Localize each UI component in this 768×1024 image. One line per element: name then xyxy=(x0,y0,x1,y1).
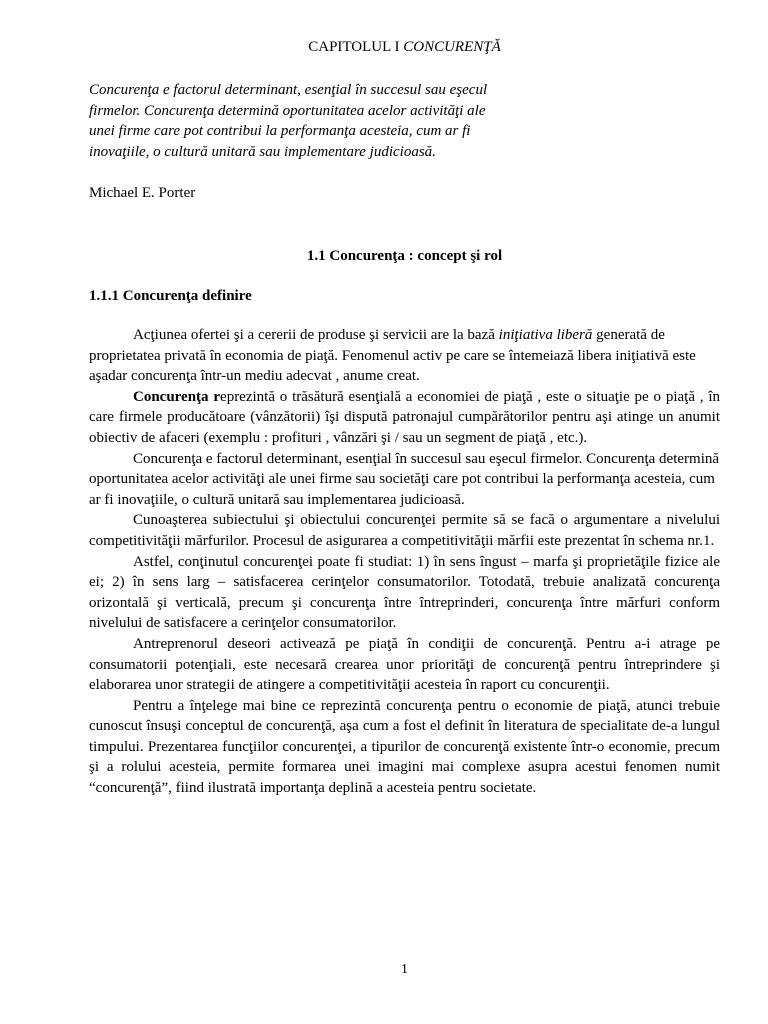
emphasis-text: iniţiativa liberă xyxy=(498,327,593,343)
body-text xyxy=(89,325,720,799)
chapter-name: CONCURENŢĂ xyxy=(403,39,501,55)
section-title: 1.1 Concurenţa : concept şi rol xyxy=(306,248,503,264)
paragraph-4: Cunoaşterea subiectului şi obiectului concurenţei permite să se facă o argumentare a nivelului competitivităţii mărfurilor. Procesul de asigurarea a competitivităţii mărfii este prezentat în schema nr.1. xyxy=(89,512,720,549)
epigraph-text: Concurenţa e factorul determinant, esenţial în succesul sau eşecul firmelor. Concurenţa determină oportunitatea acelor activităţi ale unei firme care pot contribui la performanţa acesteia, cum ar fi inovaţiile, o cultură unitară sau implementare judicioasă. xyxy=(89,82,488,160)
chapter-label: CAPITOLUL I xyxy=(308,39,400,55)
paragraph-2: Concurenţa reprezintă o trăsătură esenţială a economiei de piaţă , este o situaţie pe o piaţă , în care firmele producătoare (vânzătorii) îşi dispută patronajul cumpărătorilor pentru aşi atinge un anumit obiectiv de afaceri (exemplu : profituri , vânzări şi / sau un segment de piaţă , etc.). xyxy=(89,388,720,446)
paragraph-7: Pentru a înţelege mai bine ce reprezintă concurenţa pentru o economie de piaţă, atunci trebuie cunoscut însuşi conceptul de concurenţă, aşa cum a fost el definit în literatura de specialitate de-a lungul timpului. Prezentarea funcţiilor concurenţei, a tipurilor de concurenţă existente într-o economie, precum şi a rolului acesteia, permite formarea unei imagini mai complexe asupra acestui fenomen numit “concurenţă”, fiind ilustrată importanţa deplină a acesteia pentru societate. xyxy=(89,697,720,797)
paragraph-5: Astfel, conţinutul concurenţei poate fi studiat: 1) în sens îngust – marfa şi proprietăţile fizice ale ei; 2) în sens larg – satisfacerea cerinţelor consumatorilor. Totodată, trebuie analizată concurenţa orizontală şi verticală, precum şi concurenţa între întreprinderi, concurenţa între mărfuri conform nivelului de satisfacere a cerinţelor consumatorilor. xyxy=(89,553,720,632)
paragraph-3: Concurenţa e factorul determinant, esenţial în succesul sau eşecul firmelor. Concurenţa determină oportunitatea acelor activităţi ale unei firme sau societăţi care pot contribui la performanţa acesteia, cum ar fi inovaţiile, o cultură unitară sau implementarea judicioasă. xyxy=(89,450,720,508)
epigraph-author: Michael E. Porter xyxy=(89,185,196,201)
page-number: 1 xyxy=(401,962,408,977)
chapter-title xyxy=(89,37,720,58)
bold-term: Concurenţa r xyxy=(133,388,221,405)
paragraph-6: Antreprenorul deseori activează pe piaţă în condiţii de concurenţă. Pentru a-i atrage pe consumatorii potenţiali, este necesară crearea unor priorităţi de concurenţă pentru întreprindere şi elaborarea unor strategii de atingere a competitivităţii acesteia în raport cu concurenţii. xyxy=(89,635,720,694)
subsection-title: 1.1.1 Concurenţa definire xyxy=(89,288,252,304)
paragraph-1: Acţiunea ofertei şi a cererii de produse şi servicii are la bază iniţiativa liberă generată de proprietatea privată în economia de piaţă. Fenomenul activ pe care se întemeiază libera iniţiativă este aşadar concurenţa într-un mediu adecvat , anume creat. xyxy=(89,327,696,385)
epigraph xyxy=(89,80,509,162)
